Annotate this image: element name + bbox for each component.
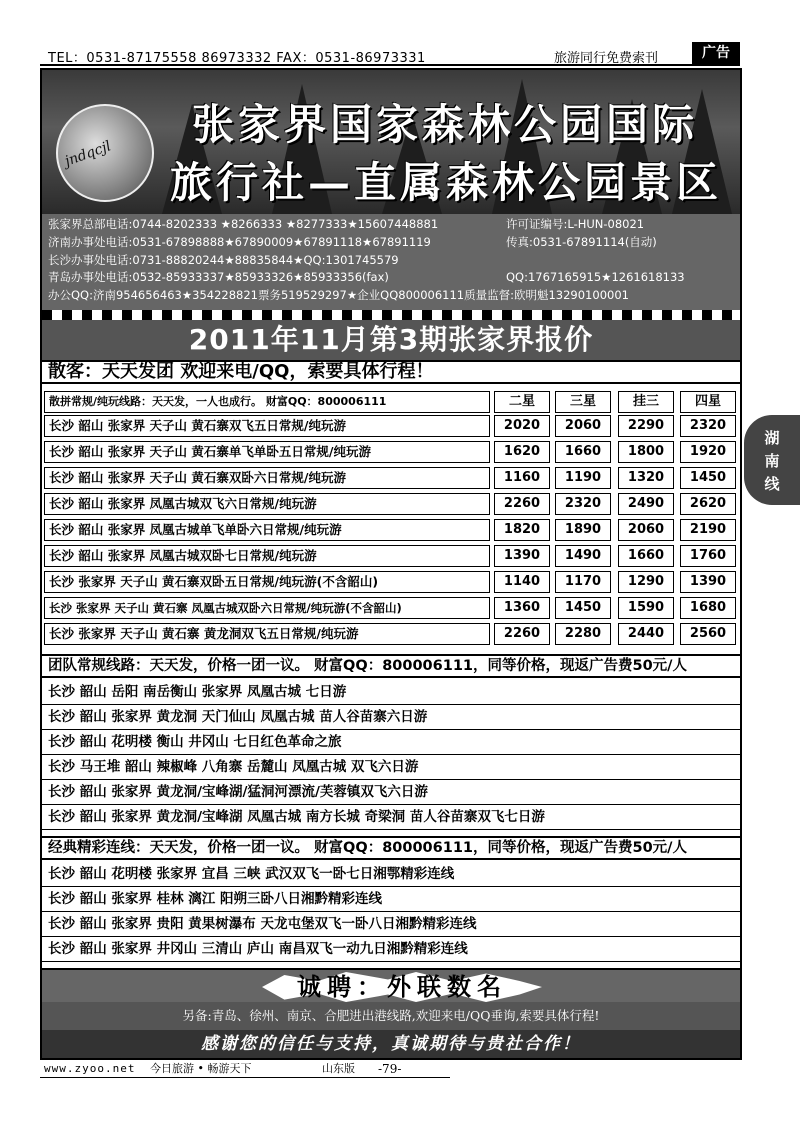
route-cell: 长沙 韶山 张家界 凤凰古城双飞六日常规/纯玩游 — [44, 493, 490, 515]
side-tab-char: 线 — [764, 475, 780, 493]
footer-region: 山东版 — [322, 1062, 355, 1075]
contact-right: 许可证编号:L-HUN-08021 — [506, 217, 645, 231]
thanks-slogan: 感谢您的信任与支持，真诚期待与贵社合作！ — [42, 1030, 740, 1058]
price-cell: 1170 — [555, 571, 611, 593]
contact-left: 济南办事处电话:0531-67898888★67890009★67891118★67891119 — [48, 234, 431, 249]
price-cell: 2060 — [618, 519, 674, 541]
page-number: -79- — [378, 1062, 402, 1076]
price-cell: 1160 — [494, 467, 550, 489]
price-cell: 2260 — [494, 493, 550, 515]
side-tab-char: 南 — [764, 452, 780, 470]
price-cell: 1890 — [555, 519, 611, 541]
issue-title: 2011年11月第3期张家界报价 — [42, 320, 740, 360]
top-header — [40, 46, 740, 66]
price-table-caption: 散拼常规/纯玩线路：天天发，一人也成行。 财富QQ：800006111 — [44, 391, 490, 413]
price-cell: 2060 — [555, 415, 611, 437]
route-cell: 长沙 张家界 天子山 黄石寨 凤凰古城双卧六日常规/纯玩游(不含韶山) — [44, 597, 490, 619]
table-row — [42, 466, 740, 490]
extra-routes-note: 另备:青岛、徐州、南京、合肥进出港线路,欢迎来电/QQ垂询,索要具体行程! — [42, 1002, 740, 1030]
price-cell: 1290 — [618, 571, 674, 593]
price-cell: 1490 — [555, 545, 611, 567]
agency-logo — [56, 104, 154, 202]
table-row — [42, 596, 740, 620]
contact-right: QQ:1767165915★1261618133 — [506, 270, 685, 285]
route-cell: 长沙 韶山 张家界 凤凰古城单飞单卧六日常规/纯玩游 — [44, 519, 490, 541]
col-header: 四星 — [680, 391, 736, 413]
price-cell: 1190 — [555, 467, 611, 489]
price-cell: 1920 — [680, 441, 736, 463]
price-cell: 2560 — [680, 623, 736, 645]
price-table-header — [42, 390, 740, 414]
price-cell: 2320 — [555, 493, 611, 515]
region-side-tab — [744, 415, 800, 505]
price-cell: 2490 — [618, 493, 674, 515]
price-cell: 1680 — [680, 597, 736, 619]
recruit-text: 诚聘：外联数名 — [297, 972, 507, 1001]
contact-row — [48, 216, 734, 234]
col-header: 挂三 — [618, 391, 674, 413]
footer-brand: 今日旅游 • 畅游天下 — [150, 1062, 252, 1075]
table-row — [42, 414, 740, 438]
contact-left: 长沙办事处电话:0731-88820244★88835844★QQ:1301745579 — [48, 252, 399, 267]
route-cell: 长沙 韶山 张家界 天子山 黄石寨双飞五日常规/纯玩游 — [44, 415, 490, 437]
price-cell: 1390 — [680, 571, 736, 593]
classic-route-list — [42, 862, 740, 962]
table-row — [42, 544, 740, 568]
contact-left: 张家界总部电话:0744-8202333 ★8266333 ★8277333★15607448881 — [48, 217, 439, 231]
price-cell: 1800 — [618, 441, 674, 463]
route-cell: 长沙 张家界 天子山 黄石寨 黄龙洞双飞五日常规/纯玩游 — [44, 623, 490, 645]
contact-row — [48, 252, 734, 270]
list-item: 长沙 韶山 花明楼 衡山 井冈山 七日红色革命之旅 — [42, 730, 740, 755]
price-cell: 2190 — [680, 519, 736, 541]
price-cell: 2020 — [494, 415, 550, 437]
contact-row — [48, 287, 734, 305]
advertisement-page — [40, 68, 742, 1060]
col-header: 二星 — [494, 391, 550, 413]
table-row — [42, 518, 740, 542]
hero-banner — [42, 70, 740, 214]
list-item: 长沙 韶山 张家界 井冈山 三清山 庐山 南昌双飞一动九日湘黔精彩连线 — [42, 937, 740, 962]
list-item: 长沙 马王堆 韶山 辣椒峰 八角寨 岳麓山 凤凰古城 双飞六日游 — [42, 755, 740, 780]
side-tab-char: 湖 — [764, 429, 780, 447]
checker-divider — [42, 310, 740, 320]
contact-left: 办公QQ:济南954656463★354228821票务519529297★企业QQ800006111质量监督:欧明魁13290100001 — [48, 288, 629, 303]
price-cell: 2260 — [494, 623, 550, 645]
price-cell: 2320 — [680, 415, 736, 437]
price-cell: 1450 — [555, 597, 611, 619]
list-item: 长沙 韶山 张家界 黄龙洞 天门仙山 凤凰古城 苗人谷苗寨六日游 — [42, 705, 740, 730]
individual-banner: 散客：天天发团 欢迎来电/QQ，索要具体行程！ — [42, 360, 740, 384]
price-cell: 1590 — [618, 597, 674, 619]
price-cell: 2440 — [618, 623, 674, 645]
magazine-text: 旅游同行免费索刊 — [554, 51, 659, 66]
price-cell: 1360 — [494, 597, 550, 619]
contact-right: 传真:0531-67891114(自动) — [506, 234, 657, 249]
price-cell: 1620 — [494, 441, 550, 463]
table-row — [42, 622, 740, 646]
route-cell: 长沙 韶山 张家界 天子山 黄石寨单飞单卧五日常规/纯玩游 — [44, 441, 490, 463]
group-banner: 团队常规线路：天天发，价格一团一议。 财富QQ：800006111，同等价格，现返广告费50元/人 — [42, 654, 740, 678]
contact-block — [42, 214, 740, 310]
ad-label: 广告 — [692, 42, 740, 64]
table-row — [42, 440, 740, 464]
page-footer — [40, 1062, 450, 1078]
price-cell: 1450 — [680, 467, 736, 489]
price-cell: 1140 — [494, 571, 550, 593]
hero-title-line2: 旅行社—直属森林公园景区 — [170, 158, 723, 207]
list-item: 长沙 韶山 张家界 黄龙洞/宝峰湖 凤凰古城 南方长城 奇梁洞 苗人谷苗寨双飞七日游 — [42, 805, 740, 830]
contact-row — [48, 269, 734, 287]
price-cell: 1760 — [680, 545, 736, 567]
table-row — [42, 492, 740, 516]
route-cell: 长沙 张家界 天子山 黄石寨双卧五日常规/纯玩游(不含韶山) — [44, 571, 490, 593]
route-cell: 长沙 韶山 张家界 天子山 黄石寨双卧六日常规/纯玩游 — [44, 467, 490, 489]
list-item: 长沙 韶山 岳阳 南岳衡山 张家界 凤凰古城 七日游 — [42, 680, 740, 705]
route-cell: 长沙 韶山 张家界 凤凰古城双卧七日常规/纯玩游 — [44, 545, 490, 567]
hero-title-line1: 张家界国家森林公园国际 — [192, 100, 699, 149]
price-cell: 1820 — [494, 519, 550, 541]
logo-text: jndqcjl — [62, 138, 114, 170]
table-row — [42, 570, 740, 594]
col-header: 三星 — [555, 391, 611, 413]
price-cell: 2280 — [555, 623, 611, 645]
price-cell: 2290 — [618, 415, 674, 437]
group-route-list — [42, 680, 740, 830]
list-item: 长沙 韶山 张家界 贵阳 黄果树瀑布 天龙屯堡双飞一卧八日湘黔精彩连线 — [42, 912, 740, 937]
list-item: 长沙 韶山 张家界 黄龙洞/宝峰湖/猛洞河漂流/芙蓉镇双飞六日游 — [42, 780, 740, 805]
price-cell: 1660 — [618, 545, 674, 567]
price-cell: 1660 — [555, 441, 611, 463]
list-item: 长沙 韶山 张家界 桂林 漓江 阳朔三卧八日湘黔精彩连线 — [42, 887, 740, 912]
price-cell: 1390 — [494, 545, 550, 567]
price-cell: 2620 — [680, 493, 736, 515]
classic-banner: 经典精彩连线：天天发，价格一团一议。 财富QQ：800006111，同等价格，现返广告费50元/人 — [42, 836, 740, 860]
price-cell: 1320 — [618, 467, 674, 489]
contact-left: 青岛办事处电话:0532-85933337★85933326★85933356(fax) — [48, 270, 389, 285]
tel-fax-text: TEL：0531-87175558 86973332 FAX：0531-86973331 — [48, 51, 426, 66]
list-item: 长沙 韶山 花明楼 张家界 宜昌 三峡 武汉双飞一卧七日湘鄂精彩连线 — [42, 862, 740, 887]
recruit-banner — [42, 968, 740, 1002]
footer-site: www.zyoo.net — [44, 1062, 136, 1075]
contact-row — [48, 234, 734, 252]
